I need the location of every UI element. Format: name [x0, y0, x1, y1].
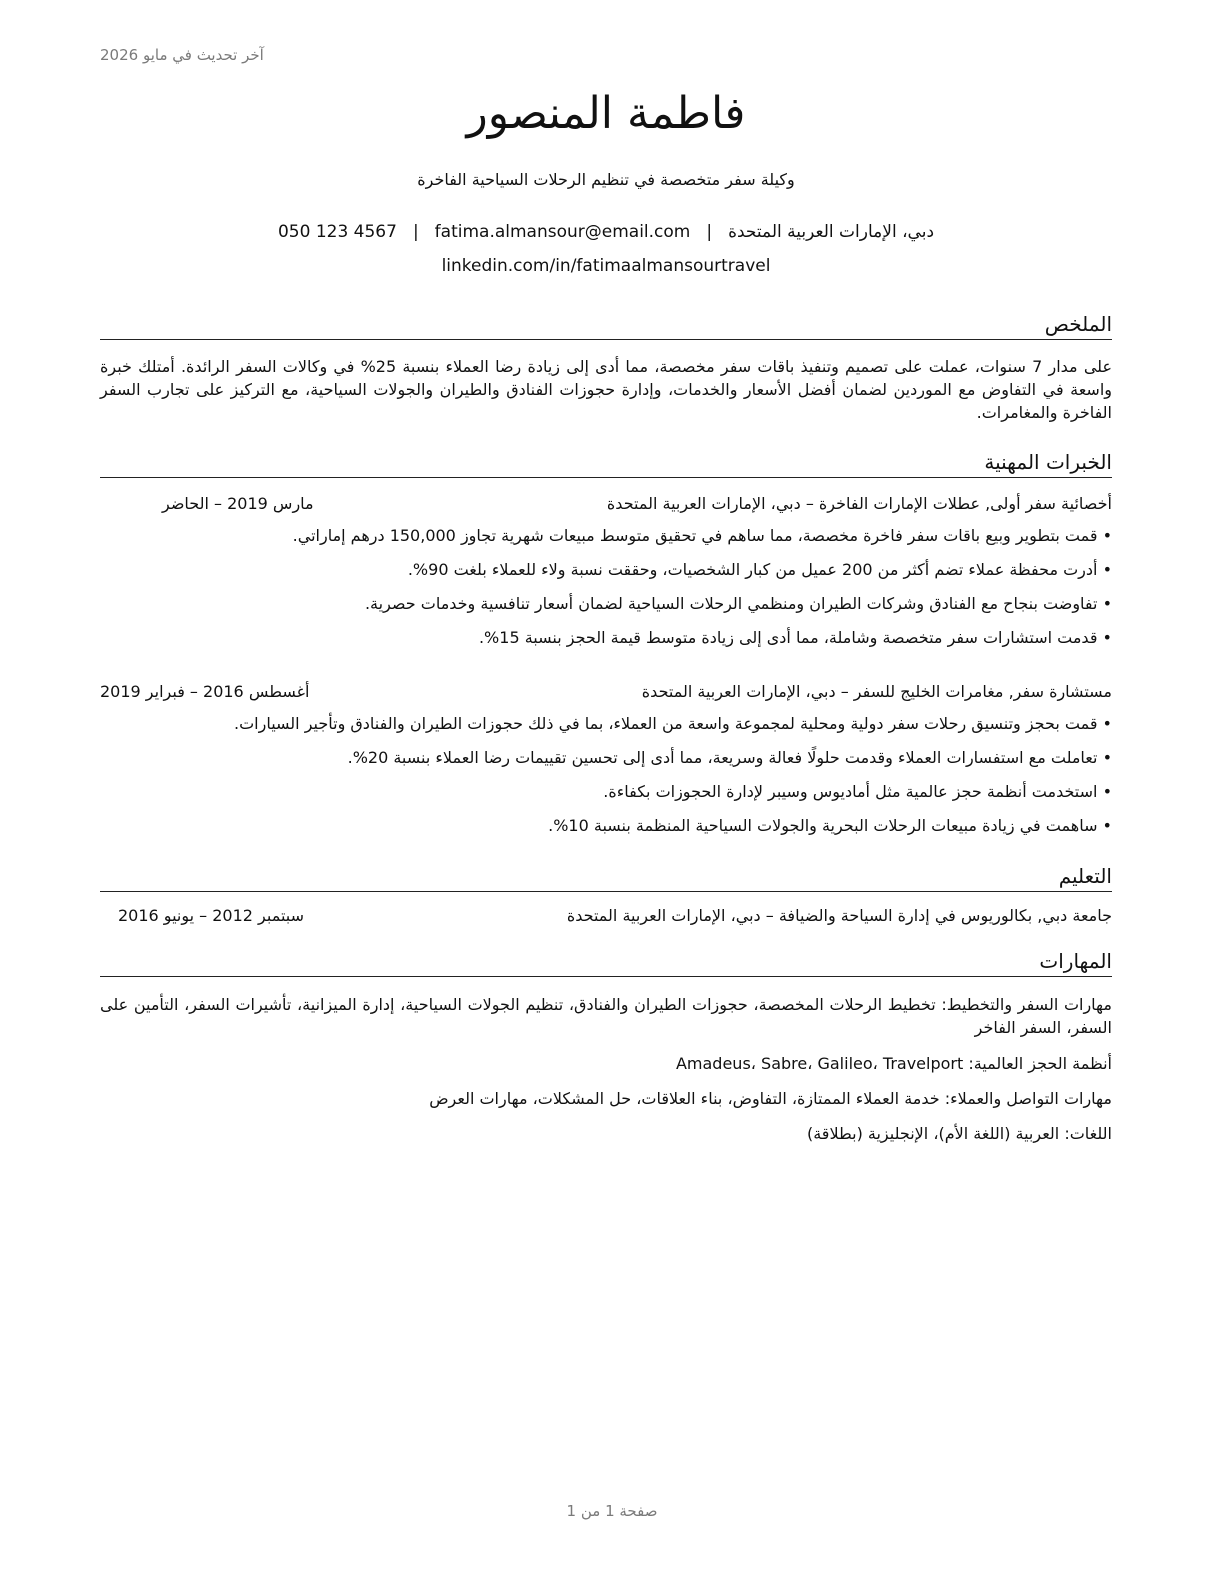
last-updated-note: آخر تحديث في مايو 2026	[100, 46, 264, 64]
job-date: مارس 2019 – الحاضر	[162, 494, 314, 513]
job-bullet: • تفاوضت بنجاح مع الفنادق وشركات الطيران ومنظمي الرحلات السياحية لضمان أسعار تنافسية وخدمات حصرية.	[364, 594, 1112, 613]
contact-separator: |	[706, 222, 713, 242]
skill-item: أنظمة الحجز العالمية: Amadeus، Sabre، Galileo، Travelport	[675, 1054, 1112, 1073]
contact-location: دبي، الإمارات العربية المتحدة	[728, 222, 935, 242]
education-heading	[100, 906, 1112, 928]
job-heading	[100, 682, 1112, 704]
job-bullet: • أدرت محفظة عملاء تضم أكثر من 200 عميل من كبار الشخصيات، وحققت نسبة ولاء للعملاء بلغت 90%.	[407, 560, 1112, 579]
job-bullet: • قمت بحجز وتنسيق رحلات سفر دولية ومحلية لمجموعة واسعة من العملاء، بما في ذلك حجوزات الطيران والفنادق وتأجير السيارات.	[234, 714, 1112, 733]
skill-item: مهارات التواصل والعملاء: خدمة العملاء الممتازة، التفاوض، بناء العلاقات، حل المشكلات، مهارات العرض	[429, 1089, 1112, 1108]
job-bullet: • استخدمت أنظمة حجز عالمية مثل أماديوس وسيبر لإدارة الحجوزات بكفاءة.	[603, 782, 1112, 801]
candidate-name: فاطمة المنصور	[466, 88, 746, 139]
job-bullet: • ساهمت في زيادة مبيعات الرحلات البحرية والجولات السياحية المنظمة بنسبة 10%.	[548, 816, 1112, 835]
section-title-education: التعليم	[100, 864, 1112, 892]
resume-page	[100, 0, 1112, 1584]
job-bullet: • تعاملت مع استفسارات العملاء وقدمت حلولًا فعالة وسريعة، مما أدى إلى تحسين تقييمات رضا العملاء بنسبة 20%.	[347, 748, 1112, 767]
job-title: أخصائية سفر أولى, عطلات الإمارات الفاخرة – دبي، الإمارات العربية المتحدة	[606, 494, 1112, 513]
contact-phone: 050 123 4567	[277, 222, 397, 242]
job-bullet: • قدمت استشارات سفر متخصصة وشاملة، مما أدى إلى زيادة متوسط قيمة الحجز بنسبة 15%.	[478, 628, 1112, 647]
contact-linkedin[interactable]: linkedin.com/in/fatimaalmansourtravel	[441, 256, 771, 276]
contact-line	[100, 222, 1112, 242]
skill-item: اللغات: العربية (اللغة الأم)، الإنجليزية (بطلاقة)	[806, 1124, 1112, 1143]
page-number: صفحة 1 من 1	[566, 1502, 658, 1520]
job-title: مستشارة سفر, مغامرات الخليج للسفر – دبي، الإمارات العربية المتحدة	[641, 682, 1112, 701]
job-date: أغسطس 2016 – فبراير 2019	[100, 682, 310, 701]
job-bullet: • قمت بتطوير وبيع باقات سفر فاخرة مخصصة، مما ساهم في تحقيق متوسط مبيعات شهرية تجاوز 150,000 درهم إماراتي.	[292, 526, 1112, 545]
section-title-skills: المهارات	[100, 949, 1112, 977]
section-title-experience: الخبرات المهنية	[100, 450, 1112, 478]
contact-separator: |	[412, 222, 419, 242]
education-date: سبتمبر 2012 – يونيو 2016	[118, 906, 305, 925]
contact-email[interactable]: fatima.almansour@email.com	[434, 222, 691, 242]
summary-text: على مدار 7 سنوات، عملت على تصميم وتنفيذ باقات سفر مخصصة، مما أدى إلى زيادة رضا العملاء بنسبة 25% في وكالات السفر الرائدة. أمتلك خبرة واسعة في التفاوض مع الموردين لضمان أفضل الأسعار والخدمات، وإدارة حجوزات الفنادق والطيران والجولات السياحية، مع التركيز على تجارب السفر الفاخرة والمغامرات.	[100, 357, 1113, 422]
candidate-subtitle: وكيلة سفر متخصصة في تنظيم الرحلات السياحية الفاخرة	[417, 170, 795, 189]
job-heading	[100, 494, 1112, 516]
section-title-summary: الملخص	[100, 312, 1112, 340]
education-title: جامعة دبي, بكالوريوس في إدارة السياحة والضيافة – دبي، الإمارات العربية المتحدة	[566, 906, 1112, 925]
skill-item: مهارات السفر والتخطيط: تخطيط الرحلات المخصصة، حجوزات الطيران والفنادق، تنظيم الجولات السياحية، إدارة الميزانية، تأشيرات السفر، التأمين على السفر، السفر الفاخر	[100, 995, 1112, 1037]
